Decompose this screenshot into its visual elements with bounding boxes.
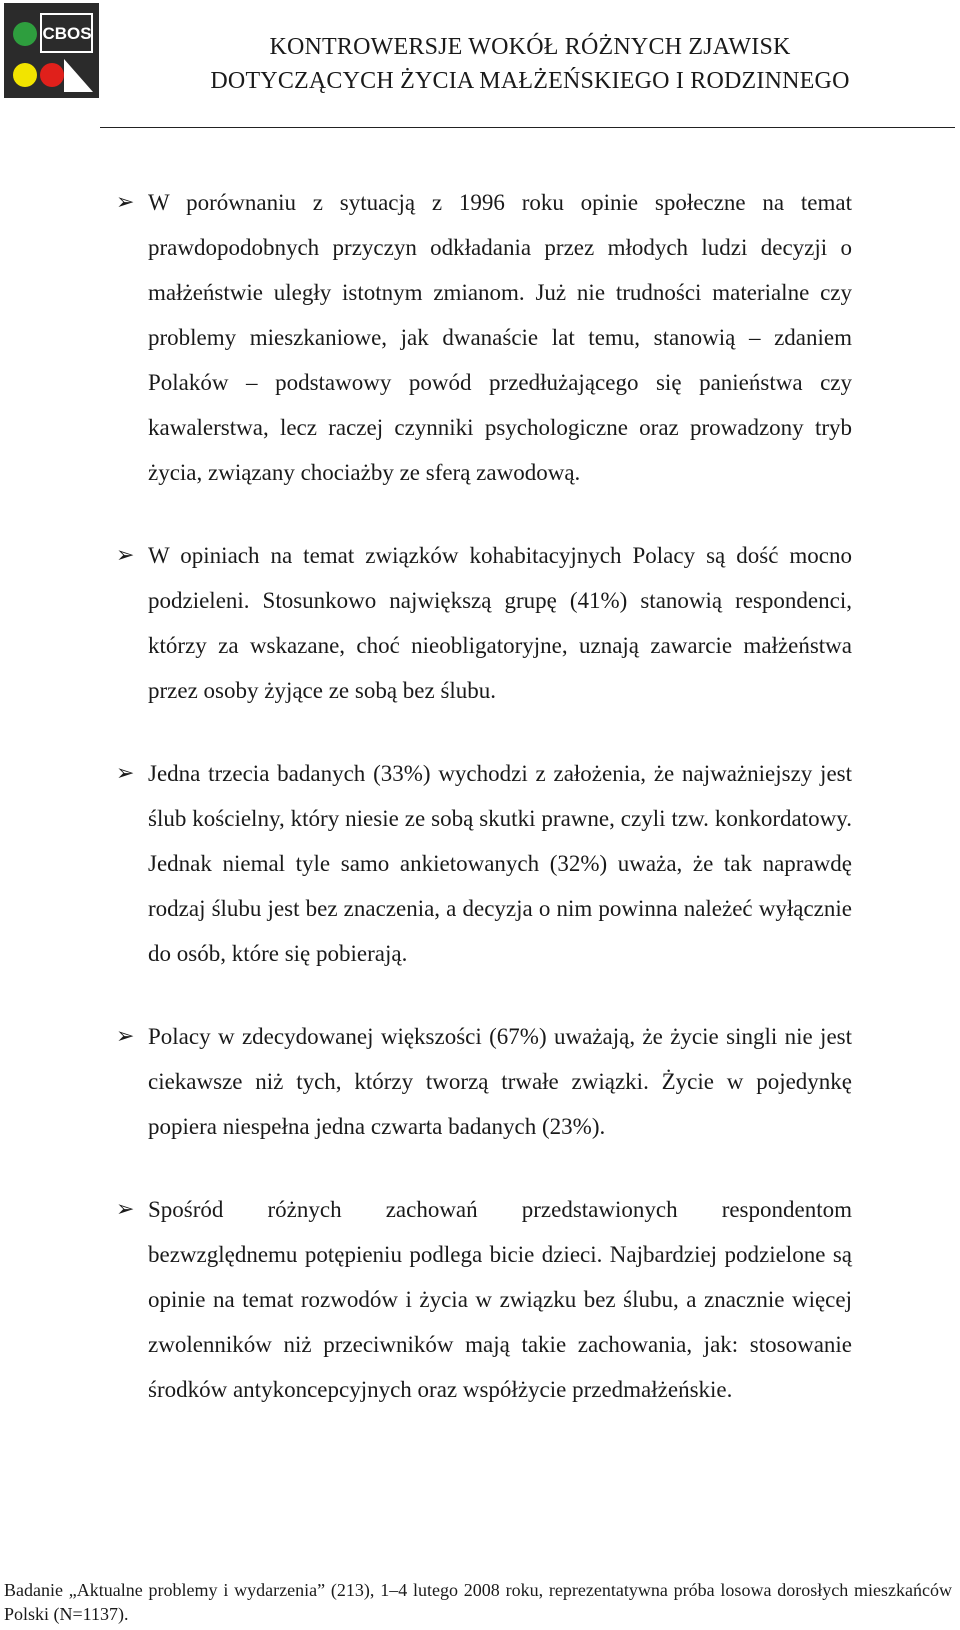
header-title xyxy=(100,30,960,98)
summary-item-1 xyxy=(116,180,852,495)
arrow-bullet-icon: ➢ xyxy=(116,543,135,568)
arrow-bullet-icon: ➢ xyxy=(116,1024,135,1049)
arrow-bullet-icon: ➢ xyxy=(116,1197,135,1222)
cbos-logo xyxy=(4,3,99,98)
summary-item-text: Spośród różnych zachowań przedstawionych respondentom bezwzględnemu potępieniu podlega bicie dzieci. Najbardziej podzielone są opinie na temat rozwodów i życia w związku bez ślubu, a znacznie więcej zwolenników niż przeciwników mają takie zachowania, jak: stosowanie środków antykoncepcyjnych oraz współżycie przedmałżeńskie. xyxy=(148,1197,852,1402)
logo-text: CBOS xyxy=(42,24,92,43)
summary-item-text: W porównaniu z sytuacją z 1996 roku opinie społeczne na temat prawdopodobnych przyczyn odkładania przez młodych ludzi decyzji o małżeństwie uległy istotnym zmianom. Już nie trudności materialne czy problemy mieszkaniowe, jak dwanaście lat temu, stanowią – zdaniem Polaków – podstawowy powód przedłużającego się panieństwa czy kawalerstwa, lecz raczej czynniki psychologiczne oraz prowadzony tryb życia, związany chociażby ze sferą zawodową. xyxy=(148,190,852,485)
header-title-line-2: DOTYCZĄCYCH ŻYCIA MAŁŻEŃSKIEGO I RODZINNEGO xyxy=(210,68,850,94)
summary-item-text: Polacy w zdecydowanej większości (67%) uważają, że życie singli nie jest ciekawsze niż tych, którzy tworzą trwałe związki. Życie w pojedynkę popiera niespełna jedna czwarta badanych (23%). xyxy=(148,1024,852,1139)
header-divider xyxy=(100,127,955,128)
arrow-bullet-icon: ➢ xyxy=(116,761,135,786)
header-title-line-1: KONTROWERSJE WOKÓŁ RÓŻNYCH ZJAWISK xyxy=(269,34,791,60)
summary-item-4 xyxy=(116,1014,852,1149)
arrow-bullet-icon: ➢ xyxy=(116,190,135,215)
summary-item-text: W opiniach na temat związków kohabitacyjnych Polacy są dość mocno podzieleni. Stosunkowo największą grupę (41%) stanowią respondenci, którzy za wskazane, choć nieobligatoryjne, uznają zawarcie małżeństwa przez osoby żyjące ze sobą bez ślubu. xyxy=(148,543,852,703)
summary-list xyxy=(116,180,852,1412)
summary-item-3 xyxy=(116,751,852,976)
footnote: Badanie „Aktualne problemy i wydarzenia” (213), 1–4 lutego 2008 roku, reprezentatywna próba losowa dorosłych mieszkańców Polski (N=1137). xyxy=(4,1580,952,1624)
summary-item-text: Jedna trzecia badanych (33%) wychodzi z założenia, że najważniejszy jest ślub kościelny, który niesie ze sobą skutki prawne, czyli tzw. konkordatowy. Jednak niemal tyle samo ankietowanych (32%) uważa, że tak naprawdę rodzaj ślubu jest bez znaczenia, a decyzja o nim powinna należeć wyłącznie do osób, które się pobierają. xyxy=(148,761,852,966)
cbos-logo-graphic xyxy=(4,3,99,98)
summary-item-5 xyxy=(116,1187,852,1412)
summary-item-2 xyxy=(116,533,852,713)
